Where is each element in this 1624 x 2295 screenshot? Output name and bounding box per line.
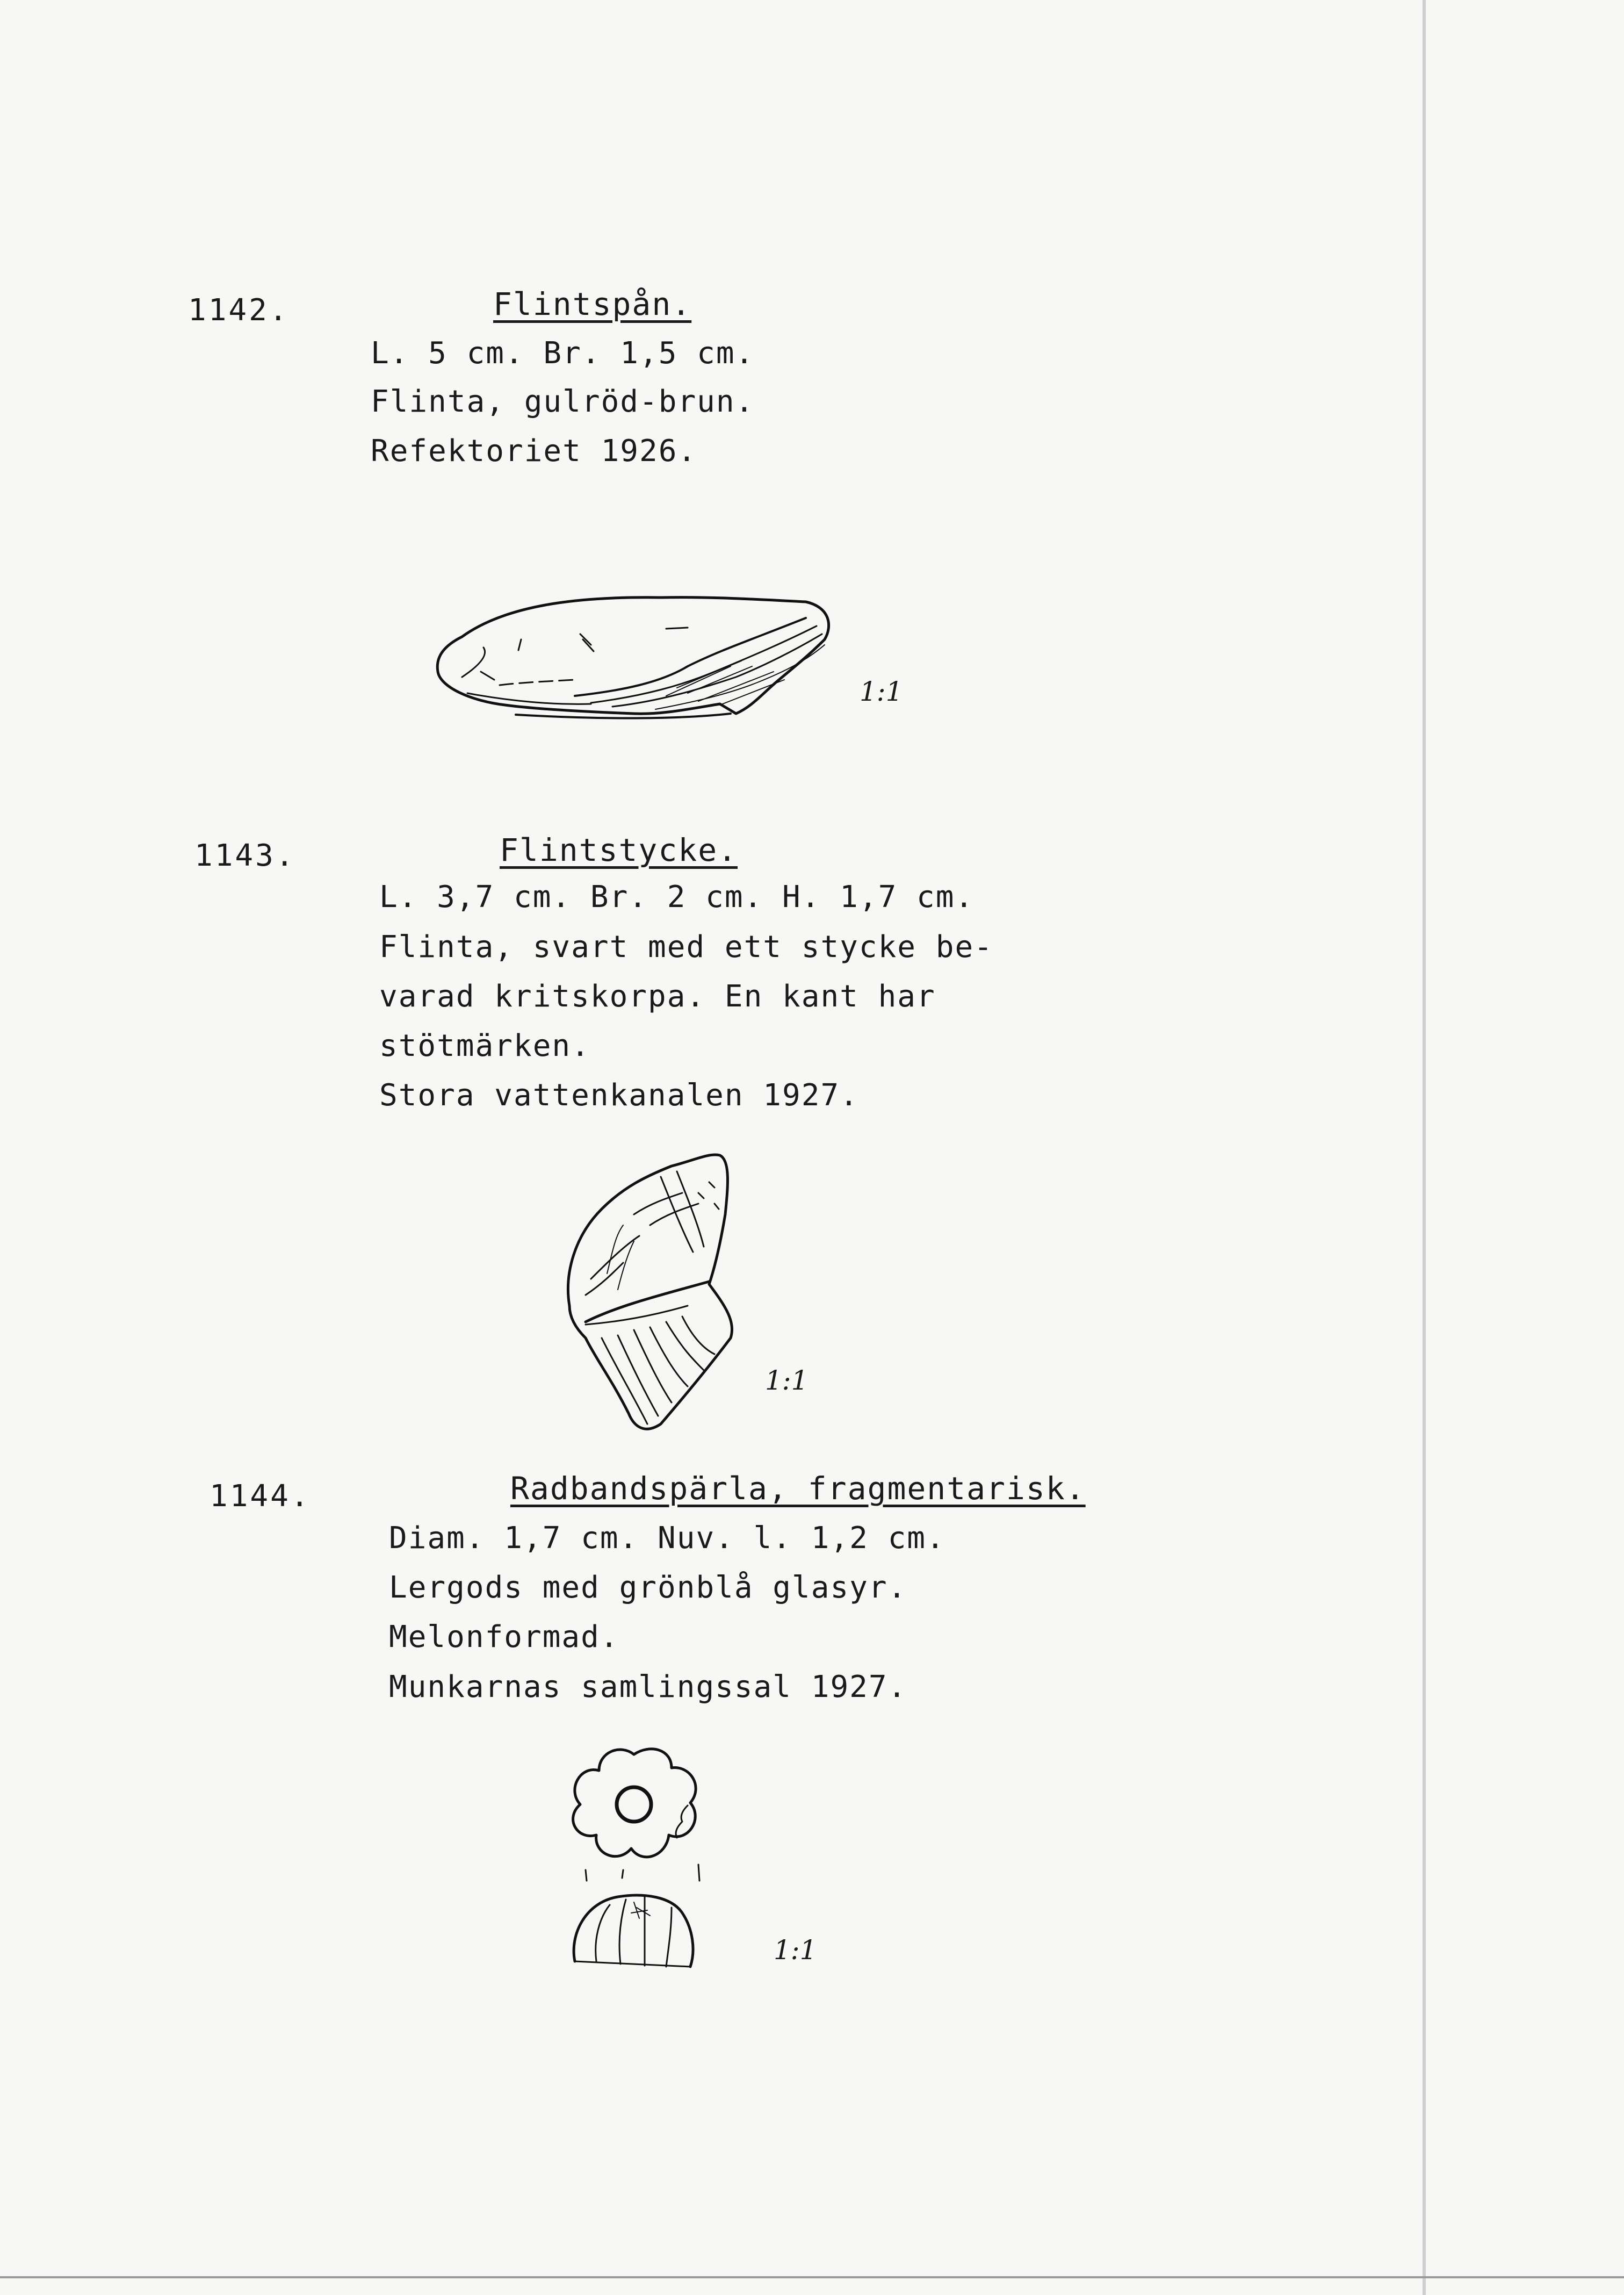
scale-label: 1:1 <box>860 676 903 707</box>
entry-number: 1144. <box>210 1479 311 1514</box>
entry-line: Lergods med grönblå glasyr. <box>389 1570 907 1605</box>
scale-label: 1:1 <box>765 1365 809 1396</box>
bead-side-view-drawing <box>564 1886 704 1972</box>
entry-title: Flintspån. <box>493 286 692 322</box>
entry-line: stötmärken. <box>379 1028 590 1063</box>
entry-number: 1143. <box>194 838 296 873</box>
entry-number: 1142. <box>188 293 290 328</box>
entry-line: Stora vattenkanalen 1927. <box>379 1078 859 1113</box>
page-edge-right <box>1423 0 1426 2295</box>
entry-title: Radbandspärla, fragmentarisk. <box>510 1470 1086 1507</box>
entry-line: L. 5 cm. Br. 1,5 cm. <box>371 336 755 371</box>
entry-line: Flinta, svart med ett stycke be- <box>379 930 993 965</box>
entry-line: Melonformad. <box>389 1620 619 1654</box>
entry-line: varad kritskorpa. En kant har <box>379 979 936 1014</box>
entry-line: Flinta, gulröd-brun. <box>371 384 755 419</box>
entry-line: Refektoriet 1926. <box>371 434 697 469</box>
entry-title: Flintstycke. <box>500 832 738 868</box>
scale-label: 1:1 <box>774 1934 817 1966</box>
entry-line: Munkarnas samlingssal 1927. <box>389 1670 907 1704</box>
page-edge-bottom <box>0 2276 1624 2278</box>
flint-piece-drawing <box>553 1145 752 1445</box>
entry-line: L. 3,7 cm. Br. 2 cm. H. 1,7 cm. <box>379 880 975 915</box>
bead-top-view-drawing <box>564 1741 704 1870</box>
entry-line: Diam. 1,7 cm. Nuv. l. 1,2 cm. <box>389 1521 945 1556</box>
flint-flake-drawing <box>430 586 838 725</box>
